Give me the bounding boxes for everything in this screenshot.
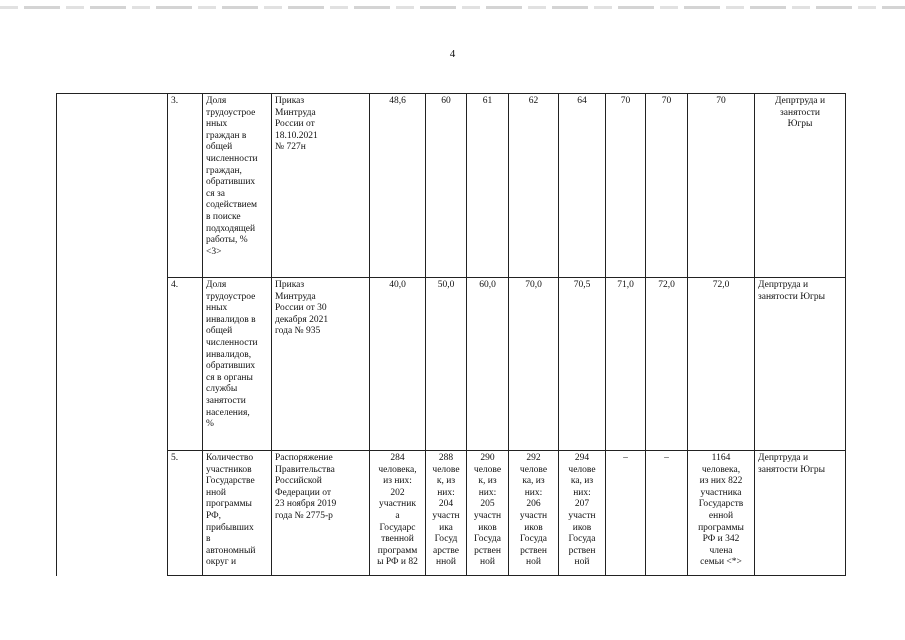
value-cell: 294 челове ка, из них: 207 участн иков Госуда рствен ной — [559, 451, 606, 576]
value-cell: 61 — [467, 94, 509, 278]
value-cell: 72,0 — [646, 278, 688, 451]
value-cell: 290 челове к, из них: 205 участн иков Госуда рствен ной — [467, 451, 509, 576]
value-cell: 72,0 — [688, 278, 755, 451]
responsible-body: Депртруда и занятости Югры — [755, 94, 846, 278]
responsible-body: Депртруда и занятости Югры — [755, 451, 846, 576]
value-cell: 70,5 — [559, 278, 606, 451]
value-cell: 60,0 — [467, 278, 509, 451]
row-number: 3. — [168, 94, 203, 278]
value-cell: 60 — [426, 94, 467, 278]
indicator-name: Доля трудоустрое нных инвалидов в общей численности инвалидов, обративших ся в органы службы занятости населения, % — [203, 278, 272, 451]
value-cell: 70,0 — [509, 278, 559, 451]
source-document: Приказ Минтруда России от 30 декабря 2021 года № 935 — [272, 278, 370, 451]
row-number: 4. — [168, 278, 203, 451]
scan-artifact — [0, 6, 905, 9]
row-number: 5. — [168, 451, 203, 576]
table-row — [57, 451, 846, 576]
value-cell: 62 — [509, 94, 559, 278]
indicators-table — [56, 93, 846, 576]
value-cell: 288 челове к, из них: 204 участн ика Госуд арстве нной — [426, 451, 467, 576]
indicator-name: Количество участников Государстве нной программы РФ, прибывших в автономный округ и — [203, 451, 272, 576]
value-cell: 50,0 — [426, 278, 467, 451]
value-cell: 292 челове ка, из них: 206 участн иков Госуда рствен ной — [509, 451, 559, 576]
value-cell: 70 — [688, 94, 755, 278]
value-cell: 64 — [559, 94, 606, 278]
value-cell: 70 — [606, 94, 646, 278]
value-cell: 71,0 — [606, 278, 646, 451]
value-cell: – — [606, 451, 646, 576]
source-document: Распоряжение Правительства Российской Федерации от 23 ноября 2019 года № 2775-р — [272, 451, 370, 576]
value-cell: 48,6 — [370, 94, 426, 278]
table-row — [57, 278, 846, 451]
value-cell: 284 человека, из них: 202 участник а Государс твенной программ ы РФ и 82 — [370, 451, 426, 576]
page-number: 4 — [449, 48, 456, 60]
left-blank-cell — [57, 94, 168, 576]
table-row — [57, 94, 846, 278]
value-cell: 70 — [646, 94, 688, 278]
source-document: Приказ Минтруда России от 18.10.2021 № 727н — [272, 94, 370, 278]
responsible-body: Депртруда и занятости Югры — [755, 278, 846, 451]
value-cell: 1164 человека, из них 822 участника Государств енной программы РФ и 342 члена семьи <*> — [688, 451, 755, 576]
indicator-name: Доля трудоустрое нных граждан в общей численности граждан, обративших ся за содействием в поиске подходящей работы, % <3> — [203, 94, 272, 278]
value-cell: 40,0 — [370, 278, 426, 451]
value-cell: – — [646, 451, 688, 576]
